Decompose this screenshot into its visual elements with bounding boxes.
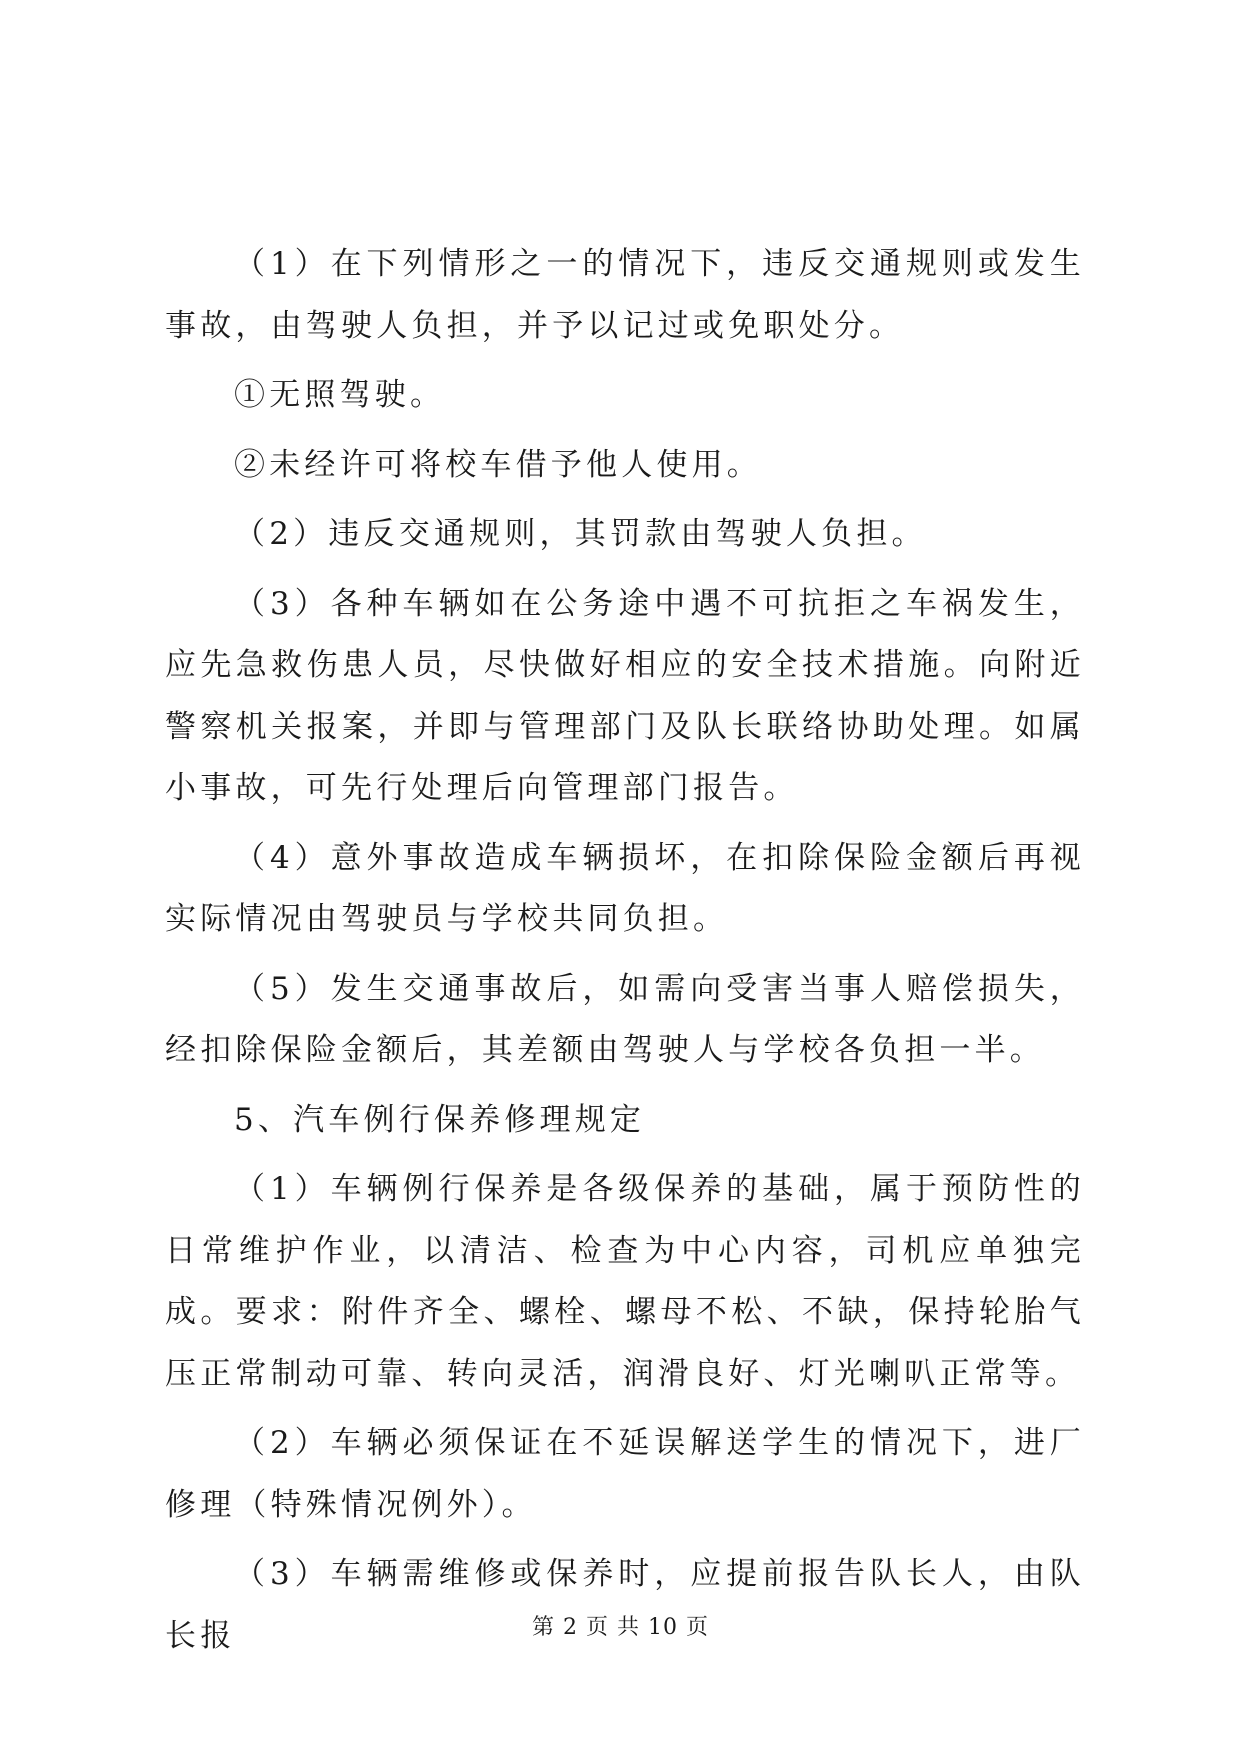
paragraph-5: （3）各种车辆如在公务途中遇不可抗拒之车祸发生，应先急救伤患人员，尽快做好相应的安全技术措施。向附近警察机关报案，并即与管理部门及队长联络协助处理。如属小事故，可先行处理后向管理部门报告。 [165, 585, 1085, 806]
paragraph-9: （1）车辆例行保养是各级保养的基础，属于预防性的日常维护作业，以清洁、检查为中心内容，司机应单独完成。要求：附件齐全、螺栓、螺母不松、不缺，保持轮胎气压正常制动可靠、转向灵活，润滑良好、灯光喇叭正常等。 [165, 1171, 1085, 1392]
page-footer: 第 2 页 共 10 页 [532, 1615, 709, 1640]
paragraph-10: （2）车辆必须保证在不延误解送学生的情况下，进厂修理（特殊情况例外）。 [165, 1425, 1085, 1523]
paragraph-6: （4）意外事故造成车辆损坏，在扣除保险金额后再视实际情况由驾驶员与学校共同负担。 [165, 839, 1085, 937]
paragraph-4: （2）违反交通规则，其罚款由驾驶人负担。 [234, 516, 927, 552]
document-body [165, 234, 1085, 1675]
paragraph-1: （1）在下列情形之一的情况下，违反交通规则或发生事故，由驾驶人负担，并予以记过或免职处分。 [165, 246, 1085, 344]
section-heading: 5、汽车例行保养修理规定 [234, 1101, 646, 1138]
paragraph-2: ①无照驾驶。 [234, 377, 446, 413]
paragraph-3: ②未经许可将校车借予他人使用。 [234, 446, 762, 483]
paragraph-11: （3）车辆需维修或保养时，应提前报告队长人，由队长报 [165, 1556, 1085, 1654]
paragraph-7: （5）发生交通事故后，如需向受害当事人赔偿损失，经扣除保险金额后，其差额由驾驶人与学校各负担一半。 [165, 970, 1085, 1068]
